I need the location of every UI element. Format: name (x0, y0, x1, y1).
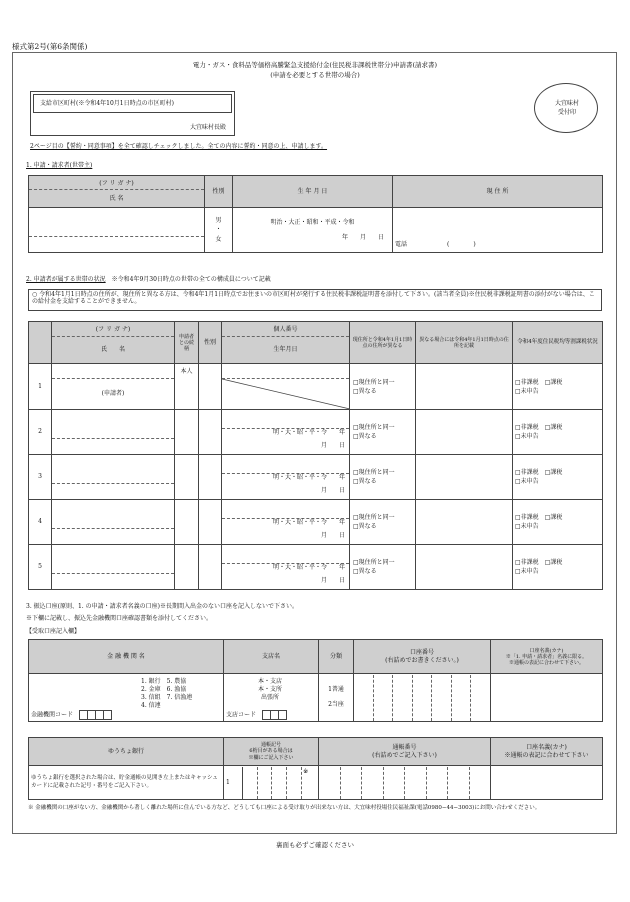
account-block-label: 【受取口座記入欄】 (26, 628, 81, 635)
account-type[interactable]: 1普通 2当座 (319, 674, 354, 722)
account-holder-field[interactable] (491, 674, 603, 722)
no-account-note: ※ 金融機関の口座がない方、金融機関から著しく離れた場所に住んでいる方など、どうしても口座による受け取りが出来ない方は、大宜味村役場住民福祉課(電話0980−44−3003)にお問い合わせください。 (28, 805, 541, 811)
branch-name-field[interactable]: 本・支店 本・支所 出張所 支店コード (224, 674, 319, 722)
consent-statement: 2ページ目の【誓約・同意事項】を全て確認しチェックしました。全ての内容に誓約・同意の上、申請します。 (30, 143, 328, 150)
form-number: 様式第2号(第6条関係) (12, 42, 88, 51)
reception-stamp: 大宜味村 受付印 (534, 83, 598, 133)
applicant-address[interactable]: 電話 ( ) (393, 208, 603, 253)
mayor-addressee: 大宜味村長殿 (189, 124, 226, 131)
slash-mark (222, 379, 350, 409)
bank-account-table: 金 融 機 関 名 支店名 分類 口座番号 (右詰めでお書きください。) 口座名義(カナ) ※「1. 申請・請求者」名義に限る。 ※通帳の表記に合わせて下さい。 1. 銀行 5. 農協 2. 金庫 6. 漁協 3. 信組 7. 信漁連 4. 信連 金融機関コード 本・支店 本・支所 出張所 支店コード 1普通 2当座 (28, 639, 603, 722)
section3-note: ※下欄に記載し、振込先金融機関口座確認書類を添付してください。 (26, 615, 213, 622)
section2-notice: ○ 令和4年1月1日時点の住所が、現住所と異なる方は、令和4年1月1日時点でお住まいの市区町村が発行する住民税非課税証明書を添付して下さい。(該当者全員)※住民税非課税証明書の添付がない場合は、この給付金を支給することができません。 (28, 289, 602, 311)
passbook-number-field[interactable] (319, 766, 491, 800)
municipality-label: 支給市区町村(※令和4年10月1日時点の市区町村) (33, 94, 232, 113)
yucho-note: ゆうちょ銀行を選択された場合は、貯金通帳の見開き左上またはキャッシュカードに記載された記号・番号をご記入下さい。 (29, 766, 224, 800)
household-row-2: 2 明・大・昭・平・令 年 月 日 □現住所と同一 □異なる □非課税 □課税 □未申告 (29, 410, 603, 455)
applicant-gender[interactable]: 男 ・ 女 (205, 208, 233, 253)
section2-heading: 2. 申請者が属する世帯の状況 ※令和4年9月30日時点の世帯の全ての構成員について記載 (26, 276, 271, 283)
yucho-table: ゆうちょ銀行 通帳記号 6桁目がある場合は ※欄にご記入下さい 通帳番号 (右詰めでご記入下さい) 口座名義(カナ) ※通帳の表記に合わせて下さい ゆうちょ銀行を選択された場合は、貯金通帳の見開き左上またはキャッシュカードに記載された記号・番号をご記入下さい。 1 ※ (28, 737, 603, 800)
household-table: (フ リ ガ ナ) 氏 名 申請者との続柄 性別 個人番号 生年月日 現住所と令和4年1月1日時点の住所が異なる 異なる場合には令和4年1月1日時点の住所を記載 令和4年度住民税均等割課税状況 1 (申請者) 本人 □現住所と同一 □異なる □非課税 □課税 □未申告 2 明・大・昭・平・令 年 月 日 □現住所と同一 □異なる □非課税 □課税 □未申告 3 明・大・昭・平・令 年 月 日 □現住所と同一 □異なる □非課税 □課税 □未申告 4 明・大・昭・平・令 年 月 日 □現住所と同一 □異なる □非課税 □課税 □未申告 5 明・大・昭・平・令 年 月 日 □現住所と同一 □異なる □非課税 □課税 □未申告 (28, 321, 603, 590)
bank-code-label: 金融機関コード (31, 710, 112, 720)
applicant-name-field[interactable] (29, 208, 205, 253)
form-title: 電力・ガス・食料品等価格高騰緊急支援給付金(住民税非課税世帯分)申請書(請求書) (192, 61, 438, 69)
form-subtitle: (申請を必要とする世帯の場合) (270, 71, 360, 79)
applicant-table: (フ リ ガ ナ) 氏 名 性別 生 年 月 日 現 住 所 男 ・ 女 明治・大正・昭和・平成・令和 年 月 日 電話 ( ) (28, 175, 603, 253)
yucho-holder-field[interactable] (491, 766, 603, 800)
section3-heading: 3. 振込口座(原則、1. の申請・請求者名義の口座)※長期間入出金のない口座を記入しないで下さい。 (26, 603, 298, 610)
municipality-box (30, 91, 235, 136)
back-page-notice: 裏面も必ずご確認ください (276, 841, 354, 849)
account-number-field[interactable] (354, 674, 491, 722)
household-row-3: 3 明・大・昭・平・令 年 月 日 □現住所と同一 □異なる □非課税 □課税 □未申告 (29, 455, 603, 500)
applicant-birthdate[interactable]: 明治・大正・昭和・平成・令和 年 月 日 (233, 208, 393, 253)
passbook-symbol-field[interactable]: 1 ※ (224, 766, 319, 800)
section1-heading: 1. 申請・請求者(世帯主) (26, 162, 93, 169)
branch-code-label: 支店コード (226, 710, 287, 720)
bank-name-field[interactable]: 1. 銀行 5. 農協 2. 金庫 6. 漁協 3. 信組 7. 信漁連 4. 信連 金融機関コード (29, 674, 224, 722)
household-row-4: 4 明・大・昭・平・令 年 月 日 □現住所と同一 □異なる □非課税 □課税 □未申告 (29, 500, 603, 545)
household-row-1: 1 (申請者) 本人 □現住所と同一 □異なる □非課税 □課税 □未申告 (29, 364, 603, 410)
household-row-5: 5 明・大・昭・平・令 年 月 日 □現住所と同一 □異なる □非課税 □課税 □未申告 (29, 545, 603, 590)
